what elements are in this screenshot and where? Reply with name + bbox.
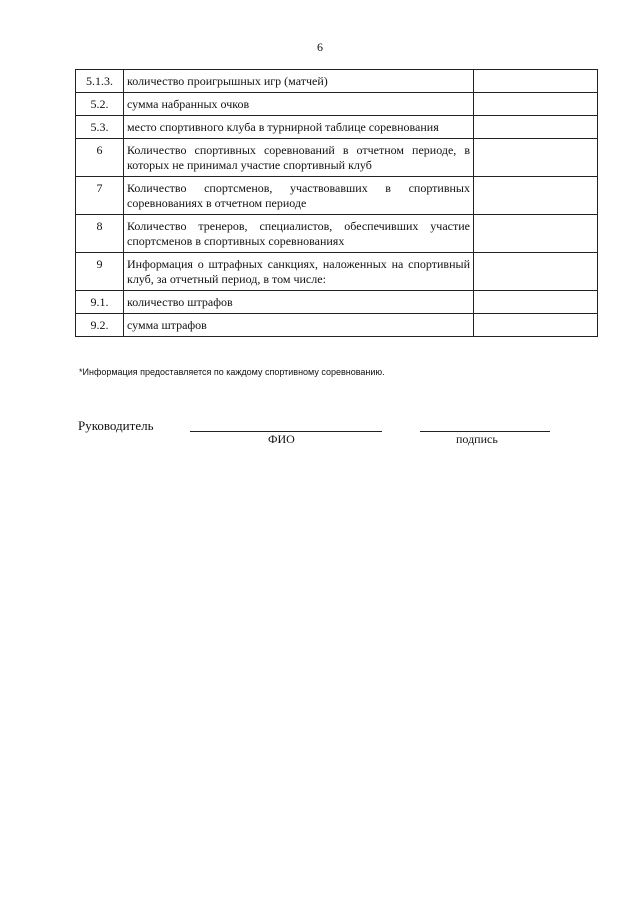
table-row [76, 70, 598, 93]
table-row [76, 215, 598, 253]
row-text: сумма штрафов [124, 314, 474, 337]
row-number: 9.2. [76, 314, 124, 337]
row-text: сумма набранных очков [124, 93, 474, 116]
row-number: 5.3. [76, 116, 124, 139]
signatory-label: Руководитель [78, 418, 154, 433]
table-row [76, 93, 598, 116]
row-value-cell [474, 139, 598, 177]
row-value-cell [474, 177, 598, 215]
row-value-cell [474, 314, 598, 337]
row-number: 7 [76, 177, 124, 215]
table-row [76, 177, 598, 215]
table-row [76, 253, 598, 291]
page-number: 6 [317, 40, 323, 54]
row-text: место спортивного клуба в турнирной таблице соревнования [124, 116, 474, 139]
table-row [76, 314, 598, 337]
row-value-cell [474, 291, 598, 314]
fio-caption: ФИО [268, 432, 295, 446]
row-number: 5.1.3. [76, 70, 124, 93]
table-row [76, 139, 598, 177]
row-number: 9 [76, 253, 124, 291]
report-table [75, 69, 598, 337]
row-text: Количество спортивных соревнований в отчетном периоде, в которых не принимал участие спортивный клуб [124, 139, 474, 177]
row-number: 6 [76, 139, 124, 177]
table-row [76, 291, 598, 314]
footnote: *Информация предоставляется по каждому спортивному соревнованию. [79, 367, 385, 377]
row-text: количество штрафов [124, 291, 474, 314]
row-value-cell [474, 93, 598, 116]
row-text: Количество тренеров, специалистов, обеспечивших участие спортсменов в спортивных соревнованиях [124, 215, 474, 253]
row-value-cell [474, 253, 598, 291]
row-value-cell [474, 116, 598, 139]
row-number: 8 [76, 215, 124, 253]
row-value-cell [474, 70, 598, 93]
row-text: количество проигрышных игр (матчей) [124, 70, 474, 93]
row-value-cell [474, 215, 598, 253]
row-text: Количество спортсменов, участвовавших в спортивных соревнованиях в отчетном периоде [124, 177, 474, 215]
signature-caption: подпись [456, 432, 498, 446]
row-text: Информация о штрафных санкциях, наложенных на спортивный клуб, за отчетный период, в том числе: [124, 253, 474, 291]
row-number: 9.1. [76, 291, 124, 314]
table-row [76, 116, 598, 139]
row-number: 5.2. [76, 93, 124, 116]
